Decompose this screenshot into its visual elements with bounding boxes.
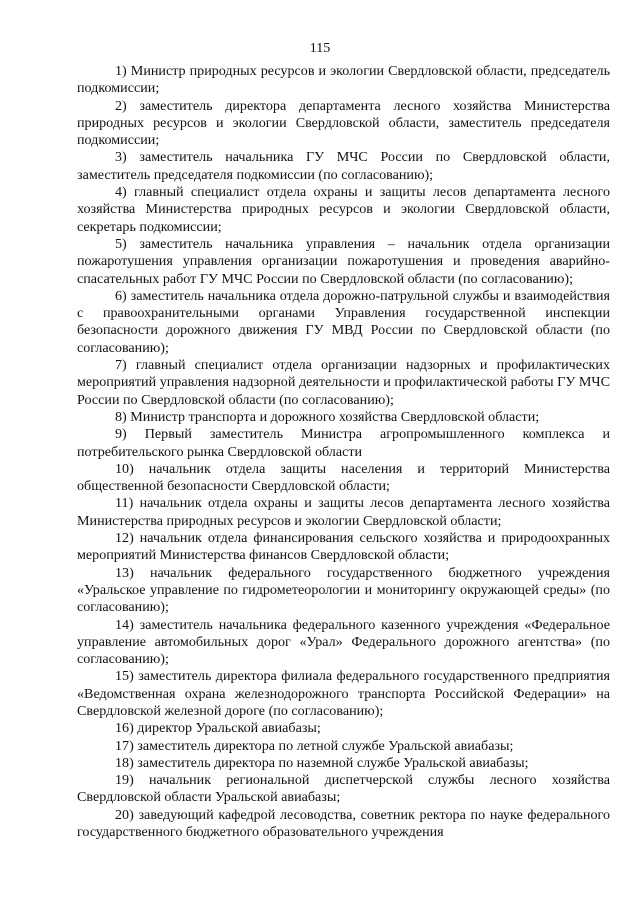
list-item: 15) заместитель директора филиала федерального государственного предприятия «Ведомственная охрана железнодорожного транспорта Российской Федерации» на Свердловской железной дороге (по согласованию); (77, 668, 610, 719)
list-item: 20) заведующий кафедрой лесоводства, советник ректора по науке федерального государственного бюджетного образовательного учреждения (77, 806, 610, 841)
list-item: 12) начальник отдела финансирования сельского хозяйства и природоохранных мероприятий Министерства финансов Свердловской области; (77, 530, 610, 564)
list-item: 3) заместитель начальника ГУ МЧС России по Свердловской области, заместитель председателя подкомиссии (по согласованию); (77, 149, 610, 183)
list-item: 19) начальник региональной диспетчерской службы лесного хозяйства Свердловской области Уральской авиабазы; (77, 772, 610, 806)
list-item: 9) Первый заместитель Министра агропромышленного комплекса и потребительского рынка Свердловской области (77, 426, 610, 460)
list-item: 11) начальник отдела охраны и защиты лесов департамента лесного хозяйства Министерства природных ресурсов и экологии Свердловской области; (77, 495, 610, 529)
list-item: 2) заместитель директора департамента лесного хозяйства Министерства природных ресурсов и экологии Свердловской области, заместитель председателя подкомиссии; (77, 97, 610, 149)
list-item: 16) директор Уральской авиабазы; (115, 720, 321, 737)
list-item: 8) Министр транспорта и дорожного хозяйства Свердловской области; (115, 408, 540, 425)
page-number: 115 (309, 41, 331, 56)
list-item: 14) заместитель начальника федерального казенного учреждения «Федеральное управление автомобильных дорог «Урал» Федерального дорожного агентства» (по согласованию); (77, 616, 610, 668)
list-item: 17) заместитель директора по летной службе Уральской авиабазы; (115, 737, 514, 754)
list-item: 7) главный специалист отдела организации надзорных и профилактических мероприятий управления надзорной деятельности и профилактической работы ГУ МЧС России по Свердловской области (по согласованию); (77, 357, 610, 408)
list-item: 1) Министр природных ресурсов и экологии Свердловской области, председатель подкомиссии; (77, 63, 610, 97)
list-item: 5) заместитель начальника управления – начальник отдела организации пожаротушения управления организации пожаротушения и проведения аварийно-спасательных работ ГУ МЧС России по Свердловской области (по согласованию); (77, 235, 610, 287)
member-list (77, 63, 610, 841)
list-item: 18) заместитель директора по наземной службе Уральской авиабазы; (115, 754, 529, 771)
list-item: 6) заместитель начальника отдела дорожно-патрульной службы и взаимодействия с правоохранительными органами Управления государственной инспекции безопасности дорожного движения ГУ МВД России по Свердловской области (по согласованию); (77, 287, 610, 356)
list-item: 10) начальник отдела защиты населения и территорий Министерства общественной безопасности Свердловской области; (77, 460, 610, 495)
list-item: 13) начальник федерального государственного бюджетного учреждения «Уральское управление по гидрометеорологии и мониторингу окружающей среды» (по согласованию); (77, 564, 610, 616)
list-item: 4) главный специалист отдела охраны и защиты лесов департамента лесного хозяйства Министерства природных ресурсов и экологии Свердловской области, секретарь подкомиссии; (77, 184, 610, 235)
